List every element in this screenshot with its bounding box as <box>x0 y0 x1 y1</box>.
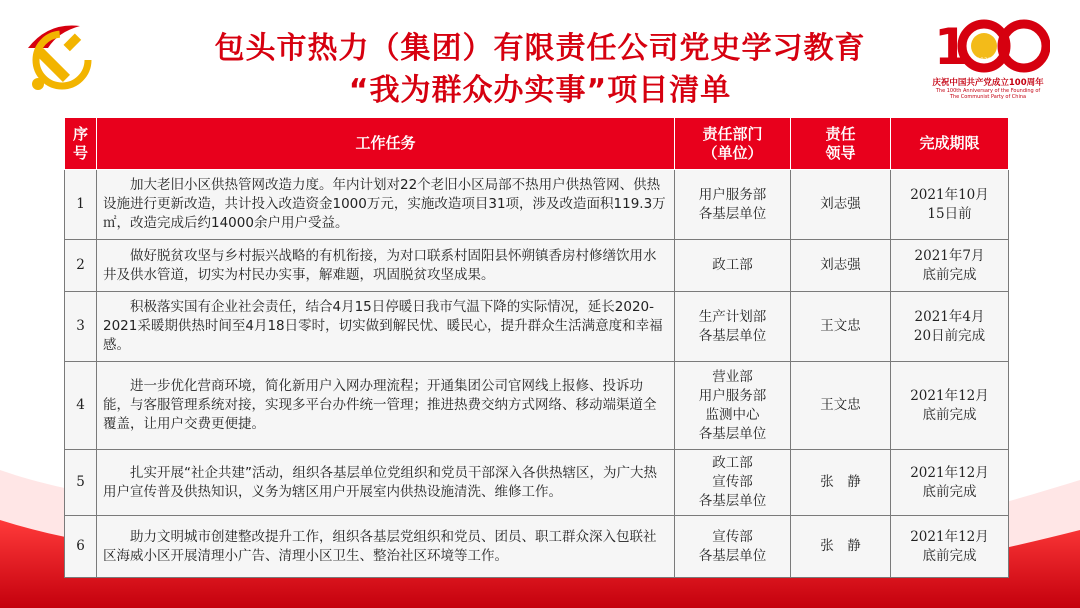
row-deadline: 2021年12月 底前完成 <box>891 362 1009 450</box>
row-dept: 政工部 <box>675 240 791 292</box>
anniversary-100-icon <box>926 14 1050 74</box>
table-header-row <box>65 118 1009 170</box>
row-leader: 张 静 <box>791 450 891 516</box>
table-row <box>65 170 1009 240</box>
row-dept: 生产计划部 各基层单位 <box>675 292 791 362</box>
table-row <box>65 292 1009 362</box>
title-line-2: “我为群众办实事”项目清单 <box>348 73 732 108</box>
header-dept: 责任部门 （单位） <box>675 118 791 170</box>
task-table <box>64 117 1009 578</box>
table-row <box>65 450 1009 516</box>
row-leader: 刘志强 <box>791 170 891 240</box>
row-task: 做好脱贫攻坚与乡村振兴战略的有机衔接，为对口联系村固阳县怀朔镇香房村修缮饮用水井及供水管道，切实为村民办实事，解难题，巩固脱贫攻坚成果。 <box>97 240 675 292</box>
anniversary-caption-en-1: The 100th Anniversary of the Founding of <box>935 88 1041 94</box>
header-deadline: 完成期限 <box>891 118 1009 170</box>
row-index: 1 <box>65 170 97 240</box>
row-task: 加大老旧小区供热管网改造力度。年内计划对22个老旧小区局部不热用户供热管网、供热设施进行更新改造，共计投入改造资金1000万元，实施改造项目31项，涉及改造面积119.3万㎡，改造完成后约14000余户用户受益。 <box>97 170 675 240</box>
row-index: 4 <box>65 362 97 450</box>
row-leader: 刘志强 <box>791 240 891 292</box>
row-deadline: 2021年12月 底前完成 <box>891 516 1009 578</box>
row-index: 5 <box>65 450 97 516</box>
row-dept: 政工部 宣传部 各基层单位 <box>675 450 791 516</box>
anniversary-caption: 庆祝中国共产党成立100周年 <box>932 78 1044 88</box>
row-index: 2 <box>65 240 97 292</box>
row-dept: 营业部 用户服务部 监测中心 各基层单位 <box>675 362 791 450</box>
page-title <box>120 28 960 112</box>
header-index: 序 号 <box>65 118 97 170</box>
row-index: 3 <box>65 292 97 362</box>
header-leader: 责任 领导 <box>791 118 891 170</box>
row-leader: 张 静 <box>791 516 891 578</box>
header <box>0 0 1080 115</box>
row-task: 扎实开展“社企共建”活动，组织各基层单位党组织和党员干部深入各供热辖区，为广大热用户宣传普及供热知识，义务为辖区用户开展室内供热设施清洗、维修工作。 <box>97 450 675 516</box>
row-dept: 用户服务部 各基层单位 <box>675 170 791 240</box>
header-task: 工作任务 <box>97 118 675 170</box>
title-line-1: 包头市热力（集团）有限责任公司党史学习教育 <box>214 31 866 66</box>
table-row <box>65 240 1009 292</box>
row-deadline: 2021年7月 底前完成 <box>891 240 1009 292</box>
row-task: 进一步优化营商环境，简化新用户入网办理流程；开通集团公司官网线上报修、投诉功能，与客服管理系统对接，实现多平台办件统一管理；推进热费交纳方式网络、移动端渠道全覆盖，让用户交费更便捷。 <box>97 362 675 450</box>
row-task: 积极落实国有企业社会责任，结合4月15日停暖日我市气温下降的实际情况，延长2020-2021采暖期供热时间至4月18日零时，切实做到解民忧、暖民心，提升群众生活满意度和幸福感。 <box>97 292 675 362</box>
anniversary-caption-en-2: The Communist Party of China <box>949 94 1027 100</box>
year-end: 2021 <box>1016 57 1032 64</box>
row-deadline: 2021年12月 底前完成 <box>891 450 1009 516</box>
row-dept: 宣传部 各基层单位 <box>675 516 791 578</box>
anniversary-logo <box>926 14 1050 106</box>
row-leader: 王文忠 <box>791 292 891 362</box>
year-start: 1921 <box>976 57 992 64</box>
row-deadline: 2021年10月 15日前 <box>891 170 1009 240</box>
table-row <box>65 516 1009 578</box>
table-row <box>65 362 1009 450</box>
row-deadline: 2021年4月 20日前完成 <box>891 292 1009 362</box>
row-index: 6 <box>65 516 97 578</box>
row-leader: 王文忠 <box>791 362 891 450</box>
svg-text:1: 1 <box>934 18 969 74</box>
row-task: 助力文明城市创建整改提升工作，组织各基层党组织和党员、团员、职工群众深入包联社区海威小区开展清理小广告、清理小区卫生、整治社区环境等工作。 <box>97 516 675 578</box>
party-emblem-icon <box>18 18 108 98</box>
